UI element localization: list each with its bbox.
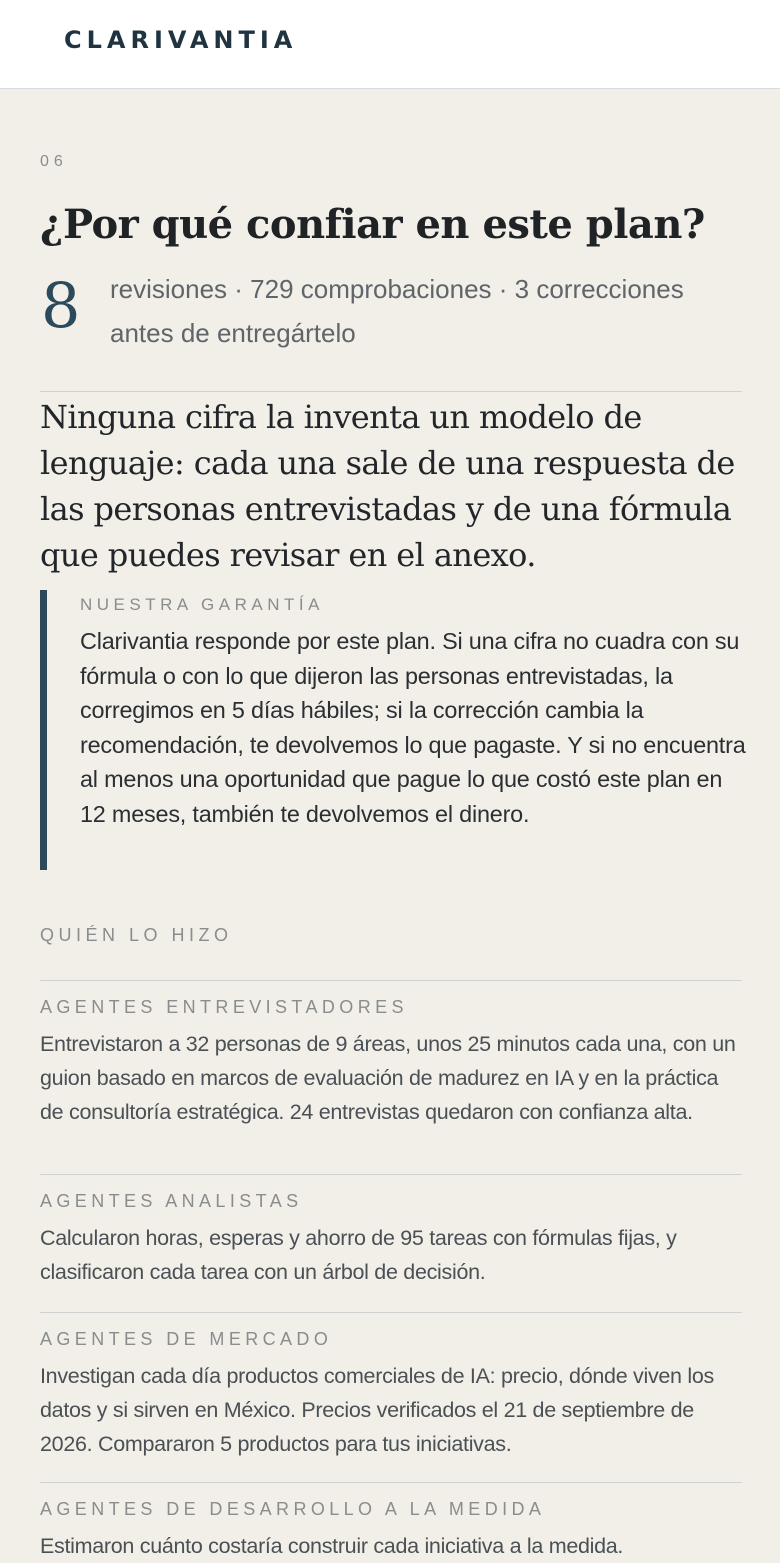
agent-description: Calcularon horas, esperas y ahorro de 95 tareas con fórmulas fijas, y clasificaron cada tarea con un árbol de decisión. [40,1226,677,1284]
agent-item-analysts [40,1174,742,1312]
agent-title: AGENTES DE DESARROLLO A LA MEDIDA [40,1499,546,1519]
guarantee-callout [40,590,746,870]
agent-title: AGENTES ANALISTAS [40,1191,303,1211]
brand-logo[interactable]: CLARIVANTIA [64,26,298,54]
agent-title: AGENTES DE MERCADO [40,1329,333,1349]
agent-item-custom-development [40,1482,742,1560]
section-number: 06 [40,153,68,170]
who-made-it-label: QUIÉN LO HIZO [40,925,233,945]
revision-count: 8 [41,269,81,342]
revision-summary: revisiones · 729 comprobaciones · 3 correcciones antes de entregártelo [110,274,684,348]
section-title: ¿Por qué confiar en este plan? [40,201,705,248]
divider [40,391,742,392]
top-bar [0,0,780,89]
agent-description: Entrevistaron a 32 personas de 9 áreas, unos 25 minutos cada una, con un guion basado en marcos de evaluación de madurez en IA y en la práctica de consultoría estratégica. 24 entrevistas quedaron con confianza alta. [40,1032,736,1124]
agent-title: AGENTES ENTREVISTADORES [40,997,408,1017]
agent-item-market [40,1312,742,1482]
agent-description: Investigan cada día productos comerciales de IA: precio, dónde viven los datos y si sirven en México. Precios verificados el 21 de septiembre de 2026. Compararon 5 productos para tus iniciativas. [40,1364,714,1456]
guarantee-label: NUESTRA GARANTÍA [80,595,324,614]
guarantee-body: Clarivantia responde por este plan. Si una cifra no cuadra con su fórmula o con lo que dijeron las personas entrevistadas, la corregimos en 5 días hábiles; si la corrección cambia la recomendación, te devolvemos lo que pagaste. Y si no encuentra al menos una oportunidad que pague lo que costó este plan en 12 meses, también te devolvemos el dinero. [80,628,746,827]
agent-item-interviewers [40,980,742,1174]
agent-description: Estimaron cuánto costaría construir cada iniciativa a la medida. [40,1534,624,1558]
lead-statement: Ninguna cifra la inventa un modelo de lenguaje: cada una sale de una respuesta de las personas entrevistadas y de una fórmula que puedes revisar en el anexo. [40,398,735,574]
